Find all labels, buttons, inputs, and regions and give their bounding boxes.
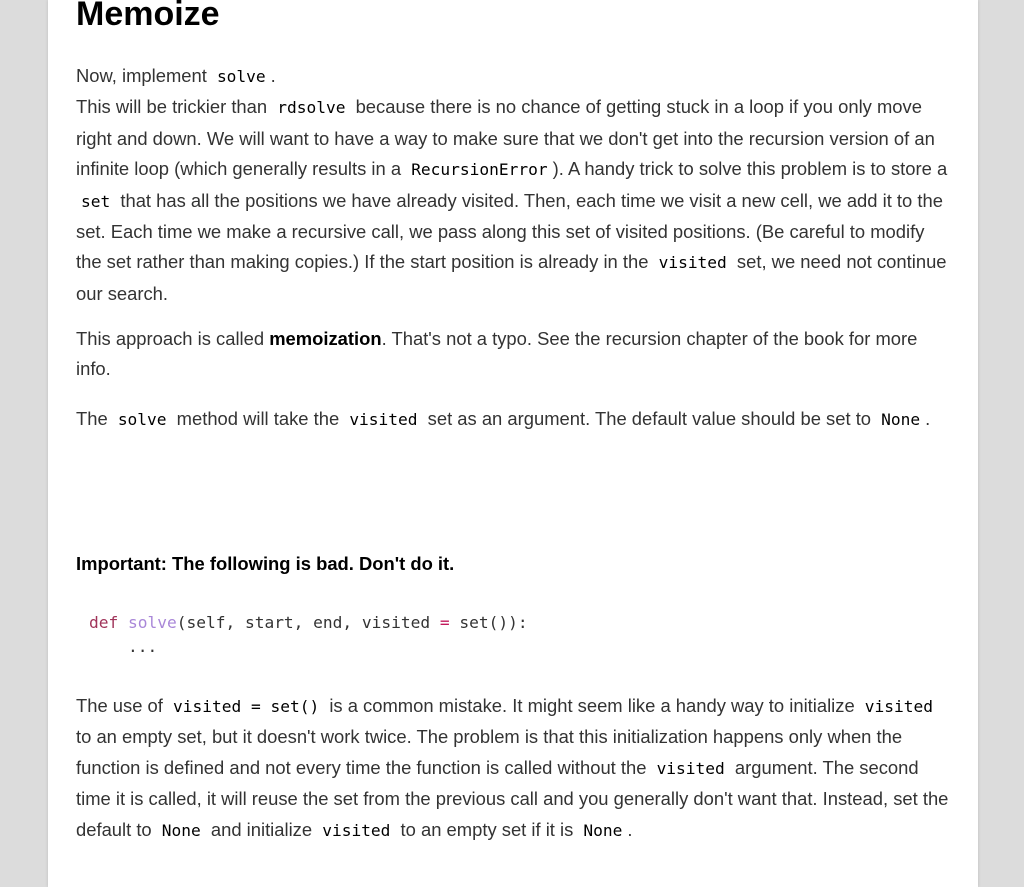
inline-code-visited-4: visited [656, 758, 725, 778]
code-block: def solve(self, start, end, visited = set()): ... [89, 613, 528, 656]
inline-code-none-2: None [161, 820, 201, 840]
inline-code-none: None [881, 410, 921, 429]
code-operator: = [439, 613, 450, 632]
inline-code-set: set [81, 191, 111, 211]
paragraph-visited-argument: The solve method will take the visited set as an argument. The default value should be set to None . [76, 408, 931, 429]
inline-code-recursionerror: RecursionError [411, 160, 548, 180]
paragraph-common-mistake: The use of visited = set() is a common mistake. It might seem like a handy way to initialize visited to an empty set, but it doesn't work twice. The problem is that this initialization happens only when the function is defined and not every time the function is called without the visited argument. The second time it is called, it will reuse the set from the previous call and you generally don't want that. Instead, set the default to None and initialize visited to an empty set if it is None . [76, 695, 949, 840]
inline-code-solve-2: solve [117, 410, 167, 429]
document-page [48, 0, 978, 887]
inline-code-visited-set: visited = set() [173, 697, 320, 716]
inline-code-visited-3: visited [864, 697, 934, 716]
inline-code-none-3: None [583, 820, 623, 840]
code-keyword: def [89, 613, 119, 632]
inline-code-visited: visited [658, 253, 727, 273]
code-ellipsis-line: ... [89, 637, 158, 656]
inline-code-visited-2: visited [349, 410, 418, 429]
inline-code-visited-5: visited [322, 820, 391, 840]
section-heading: Memoize [76, 0, 220, 33]
term-memoization: memoization [269, 328, 382, 349]
paragraph-implement-solve: Now, implement solve . This will be trickier than rdsolve because there is no chance of getting stuck in a loop if you only move right and down. We will want to have a way to make sure that we don't get into the recursion version of an infinite loop (which generally results in a RecursionError ). A handy trick to solve this problem is to store a set that has all the positions we have already visited. Then, each time we visit a new cell, we add it to the set. Each time we make a recursive call, we pass along this set of visited positions. (Be careful to modify the set rather than making copies.) If the start position is already in the visited set, we need not continue our search. [76, 65, 948, 304]
paragraph-memoization: This approach is called memoization. That's not a typo. See the recursion chapter of the book for more info. [76, 328, 918, 380]
code-function-name: solve [128, 613, 177, 632]
inline-code-rdsolve: rdsolve [277, 98, 346, 118]
inline-code-solve: solve [216, 67, 266, 86]
warning-text: Important: The following is bad. Don't do it. [76, 553, 455, 574]
